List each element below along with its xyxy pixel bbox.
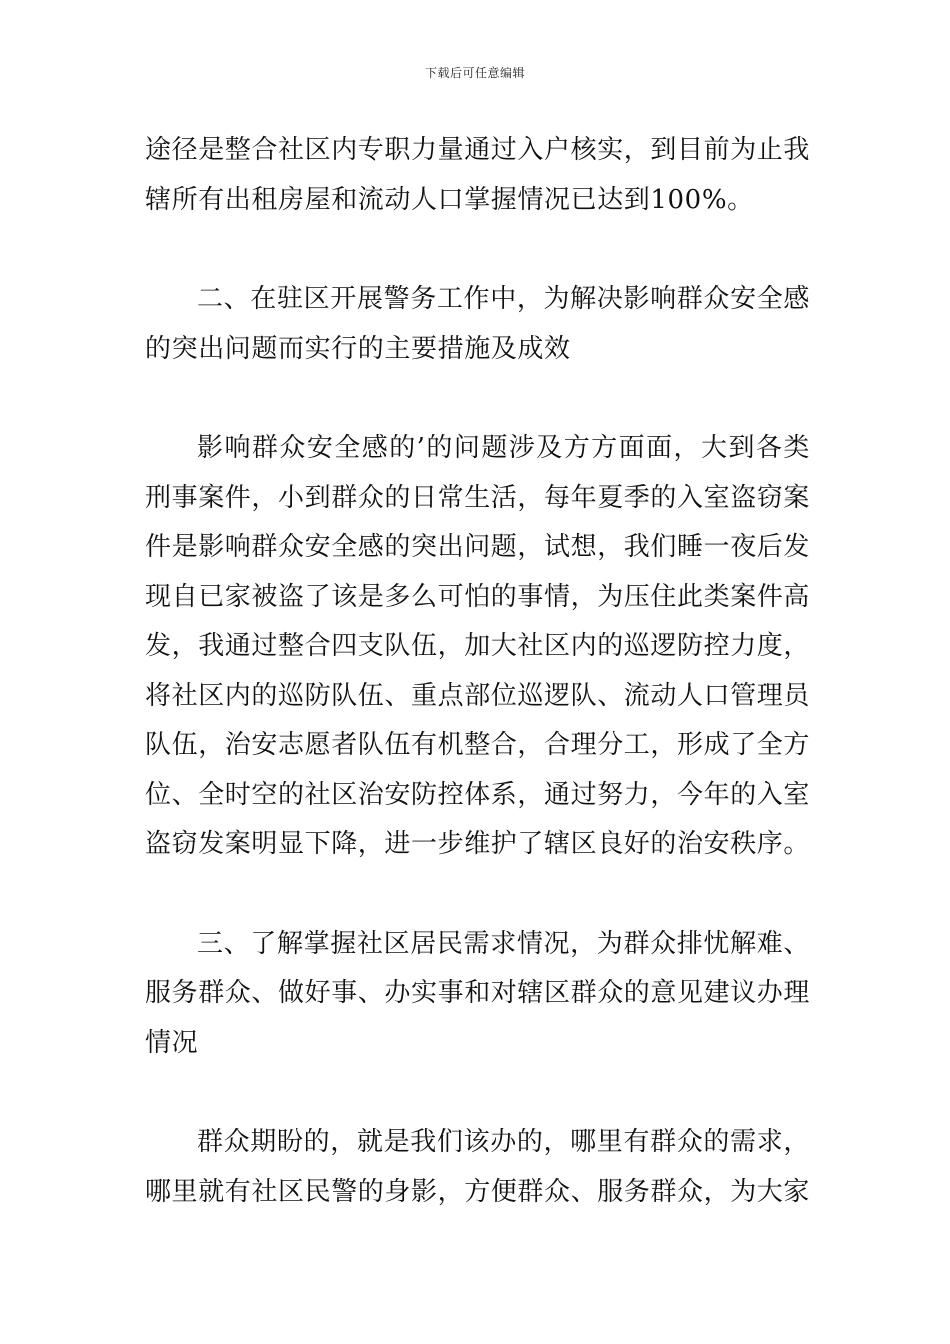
section-heading-3: 三、了解掌握社区居民需求情况，为群众排忧解难、服务群众、做好事、办实事和对辖区群众的意见建议办理情况 xyxy=(145,928,811,1058)
header-note: 下载后可任意编辑 xyxy=(424,66,525,80)
paragraph-serving-public: 群众期盼的，就是我们该办的，哪里有群众的需求，哪里就有社区民警的身影，方便群众、服务群众，为大家 xyxy=(145,1127,811,1207)
paragraph-spacer xyxy=(145,374,810,424)
paragraph-spacer xyxy=(145,1068,810,1118)
paragraph-spacer xyxy=(145,870,810,920)
section-heading-2: 二、在驻区开展警务工作中，为解决影响群众安全感的突出问题而实行的主要措施及成效 xyxy=(145,284,810,364)
paragraph-continuation: 途径是整合社区内专职力量通过入户核实，到目前为止我辖所有出租房屋和流动人口掌握情况已达到100%。 xyxy=(145,135,811,215)
paragraph-spacer xyxy=(145,225,810,275)
document-body xyxy=(145,126,810,1217)
paragraph-security-measures: 影响群众安全感的’的问题涉及方方面面，大到各类刑事案件，小到群众的日常生活，每年夏季的入室盗窃案件是影响群众安全感的突出问题，试想，我们睡一夜后发现自已家被盗了该是多么可怕的事情，为压住此类案件高发，我通过整合四支队伍，加大社区内的巡逻防控力度，将社区内的巡防队伍、重点部位巡逻队、流动人口管理员队伍，治安志愿者队伍有机整合，合理分工，形成了全方位、全时空的社区治安防控体系，通过努力，今年的入室盗窃发案明显下降，进一步维护了辖区良好的治安秩序。 xyxy=(145,433,811,859)
